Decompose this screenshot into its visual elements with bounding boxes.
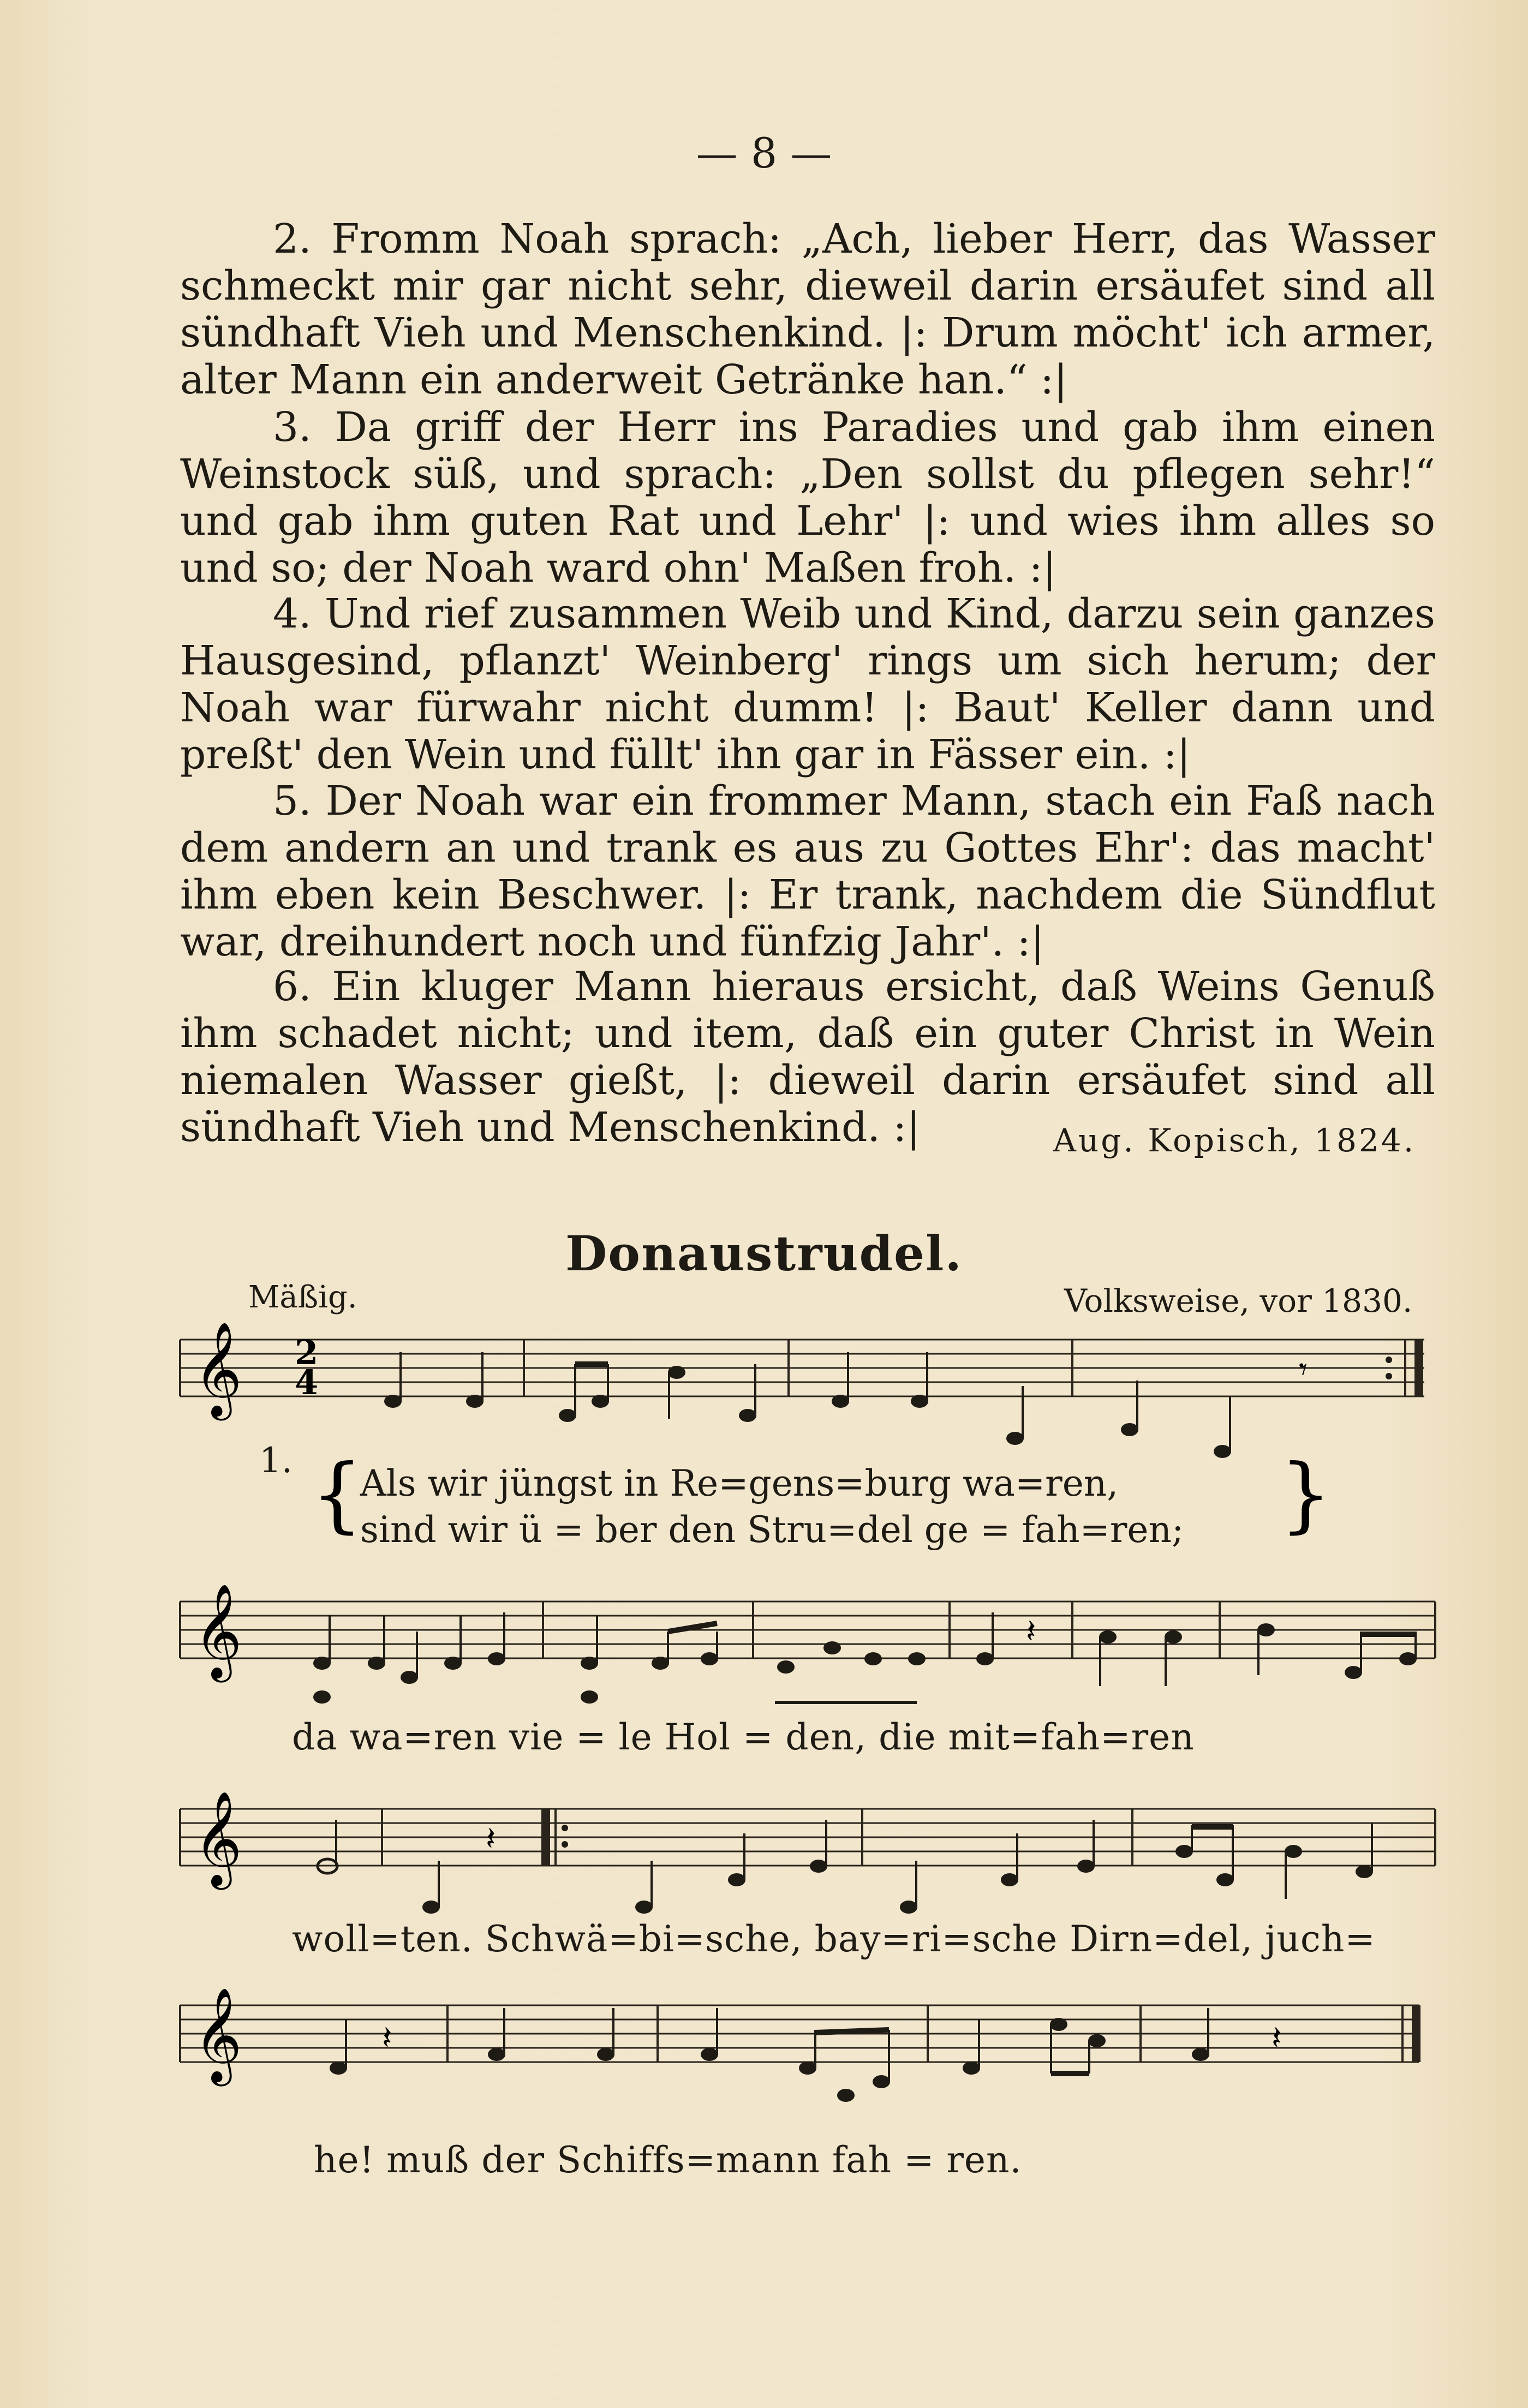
notes-measure-2 bbox=[559, 1364, 756, 1422]
rest-icon: 𝄽 bbox=[486, 1820, 496, 1858]
tempo-marking: Mäßig. bbox=[248, 1280, 357, 1315]
treble-clef-icon: 𝄞 bbox=[194, 1322, 242, 1417]
stanza-number: 4. bbox=[273, 590, 312, 637]
stanza-text: Da griff der Herr ins Paradies und gab ihm einen Weinstock süß, und sprach: „Den sollst du pflegen sehr!“ und gab ihm guten Rat und Lehr' |: und wies ihm alles so und so; der Noah ward ohn' Maßen froh. :| bbox=[180, 404, 1436, 591]
stanza-number: 6. bbox=[273, 963, 312, 1010]
staff-system-1 bbox=[180, 1322, 1424, 1458]
stanza-text: Und rief zusammen Weib und Kind, darzu sein ganzes Hausgesind, pflanzt' Weinberg' rings um sich herum; der Noah war fürwahr nicht dumm! |: Baut' Keller dann und preßt' den Wein und füllt' ihn gar in Fässer ein. :| bbox=[180, 590, 1435, 778]
notes-measure-4 bbox=[1121, 1351, 1392, 1458]
notes-measure-1 bbox=[384, 1352, 484, 1408]
time-signature-bottom: 4 bbox=[295, 1363, 319, 1402]
rest-icon: 𝄽 bbox=[1272, 2019, 1282, 2057]
notes-line-4 bbox=[330, 2008, 1281, 2102]
right-brace-icon: } bbox=[1280, 1447, 1332, 1542]
treble-clef-icon: 𝄞 bbox=[194, 1791, 242, 1886]
lyric-line-2: sind wir ü = ber den Stru=del ge = fah=ren; bbox=[360, 1509, 1184, 1551]
lyric-line-4: woll=ten. Schwä=bi=sche, bay=ri=sche Dirn=del, juch= bbox=[292, 1918, 1376, 1960]
song-origin: Volksweise, vor 1830. bbox=[1064, 1282, 1413, 1319]
time-signature-top: 2 bbox=[295, 1333, 319, 1372]
notes-line-3 bbox=[318, 1820, 1373, 1914]
rest-icon: 𝄽 bbox=[382, 2019, 392, 2057]
rest-icon: 𝄾 bbox=[1299, 1351, 1308, 1389]
author-attribution: Aug. Kopisch, 1824. bbox=[1053, 1122, 1416, 1159]
stanza-text: Ein kluger Mann hieraus ersicht, daß Weins Genuß ihm schadet nicht; und item, daß ein guter Christ in Wein niemalen Wasser gießt, |: dieweil darin ersäufet sind all sündhaft Vieh und Menschenkind. :| bbox=[180, 963, 1435, 1151]
song-title: Donaustrudel. bbox=[565, 1225, 963, 1282]
lyric-line-1: Als wir jüngst in Re=gens=burg wa=ren, bbox=[360, 1462, 1119, 1504]
stanza-number: 5. bbox=[273, 778, 312, 824]
notes-measure-3 bbox=[832, 1352, 1024, 1445]
lyric-line-3: da wa=ren vie = le Hol = den, die mit=fah=ren bbox=[292, 1716, 1195, 1758]
stanza-number: 2. bbox=[273, 216, 312, 262]
left-brace-icon: { bbox=[311, 1447, 363, 1542]
staff-system-4 bbox=[180, 1987, 1419, 2102]
lyric-line-5: he! muß der Schiffs=mann fah = ren. bbox=[314, 2139, 1022, 2181]
treble-clef-icon: 𝄞 bbox=[194, 1584, 242, 1678]
treble-clef-icon: 𝄞 bbox=[194, 1987, 242, 2082]
stanza-text: Fromm Noah sprach: „Ach, lieber Herr, das Wasser schmeckt mir gar nicht sehr, dieweil darin ersäufet sind all sündhaft Vieh und Menschenkind. |: Drum möcht' ich armer, alter Mann ein anderweit Getränke han.“ :| bbox=[180, 216, 1435, 403]
stanza-number: 3. bbox=[273, 404, 312, 451]
stanza-text: Der Noah war ein frommer Mann, stach ein Faß nach dem andern an und trank es aus zu Gottes Ehr': das macht' ihm eben kein Beschwer. |: Er trank, nachdem die Sündflut war, dreihundert noch und fünfzig Jahr'. :| bbox=[180, 778, 1435, 965]
rest-icon: 𝄽 bbox=[1026, 1612, 1036, 1651]
page-number: — 8 — bbox=[696, 129, 832, 177]
staff-system-2 bbox=[180, 1584, 1435, 1704]
verse-number: 1. bbox=[259, 1441, 293, 1481]
staff-system-3 bbox=[180, 1791, 1435, 1914]
